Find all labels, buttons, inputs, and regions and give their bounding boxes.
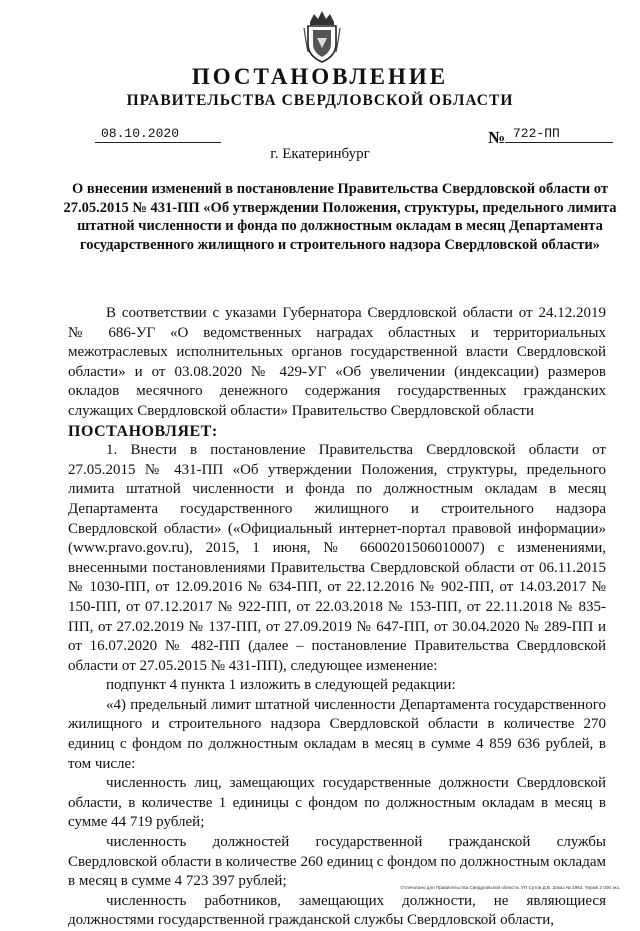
coat-of-arms-icon (302, 8, 342, 64)
document-date: 08.10.2020 (95, 126, 221, 143)
paragraph-officials: численность лиц, замещающих государственные должности Свердловской области, в количестве 1 единицы с фондом по должностным окладам в месяц в сумме 44 719 рублей; (68, 775, 606, 831)
preamble-paragraph: В соответствии с указами Губернатора Свердловской области от 24.12.2019 № 686-УГ «О ведомственных наградах областных и территориальных межотраслевых исполнительных органов государственной власти Свердловской области» и от 03.08.2020 № 429-УГ «Об увеличении (индексации) размеров окладов месячного денежного содержания государственных гражданских служащих Свердловской области» Правительство Свердловской области (68, 305, 606, 419)
item-1-paragraph: 1. Внести в постановление Правительства Свердловской области от 27.05.2015 № 431-ПП «Об утверждении Положения, структуры, предельного лимита штатной численности и фонда по должностным окладам в месяц Департамента государственного жилищного и строительного надзора Свердловской области» («Официальный интернет-портал правовой информации» (www.pravo.gov.ru), 2015, 1 июня, № 6600201506010007) с изменениями, внесенными постановлениями Правительства Свердловской области от 06.11.2015 № 1030-ПП, от 12.09.2016 № 634-ПП, от 22.12.2016 № 902-ПП, от 14.03.2017 № 150-ПП, от 07.12.2017 № 922-ПП, от 22.03.2018 № 153-ПП, от 22.11.2018 № 835-ПП, от 27.02.2019 № 137-ПП, от 27.09.2019 № 647-ПП, от 30.04.2020 № 289-ПП и от 16.07.2020 № 482-ПП (далее – постановление Правительства Свердловской области от 27.05.2015 № 431-ПП), следующее изменение: (68, 442, 606, 674)
quoted-paragraph: «4) предельный лимит штатной численности Департамента государственного жилищного и строительного надзора Свердловской области в количестве 270 единиц с фондом по должностным окладам в месяц в сумме 4 859 636 рублей, в том числе: (68, 696, 606, 772)
document-body (68, 304, 606, 931)
paragraph-other-staff: численность работников, замещающих должности, не являющиеся должностями государственной гражданской службы Свердловской области, (68, 892, 606, 929)
resolves-word: ПОСТАНОВЛЯЕТ: (68, 422, 218, 440)
subitem-paragraph: подпункт 4 пункта 1 изложить в следующей редакции: (106, 677, 456, 694)
paragraph-civil-service: численность должностей государственной гражданской службы Свердловской области в количестве 260 единиц с фондом по должностным окладам в месяц в сумме 4 723 397 рублей; (68, 834, 606, 890)
document-number: 722-ПП (505, 126, 613, 143)
document-title: ПОСТАНОВЛЕНИЕ (191, 64, 449, 89)
number-label: № (488, 128, 506, 147)
document-heading: О внесении изменений в постановление Правительства Свердловской области от 27.05.2015 № 431-ПП «Об утверждении Положения, структуры, предельного лимита штатной численности и фонда по должностным окладам в месяц Департамента государственного жилищного и строительного надзора Свердловской области» (63, 181, 617, 253)
document-subtitle: ПРАВИТЕЛЬСТВА СВЕРДЛОВСКОЙ ОБЛАСТИ (126, 92, 514, 109)
document-city: г. Екатеринбург (270, 146, 370, 162)
print-footer: Отпечатано для Правительства Свердловской области. УП Сутов Д.В. Заказ № 1963. Тираж 2 000 экз. (400, 885, 620, 890)
